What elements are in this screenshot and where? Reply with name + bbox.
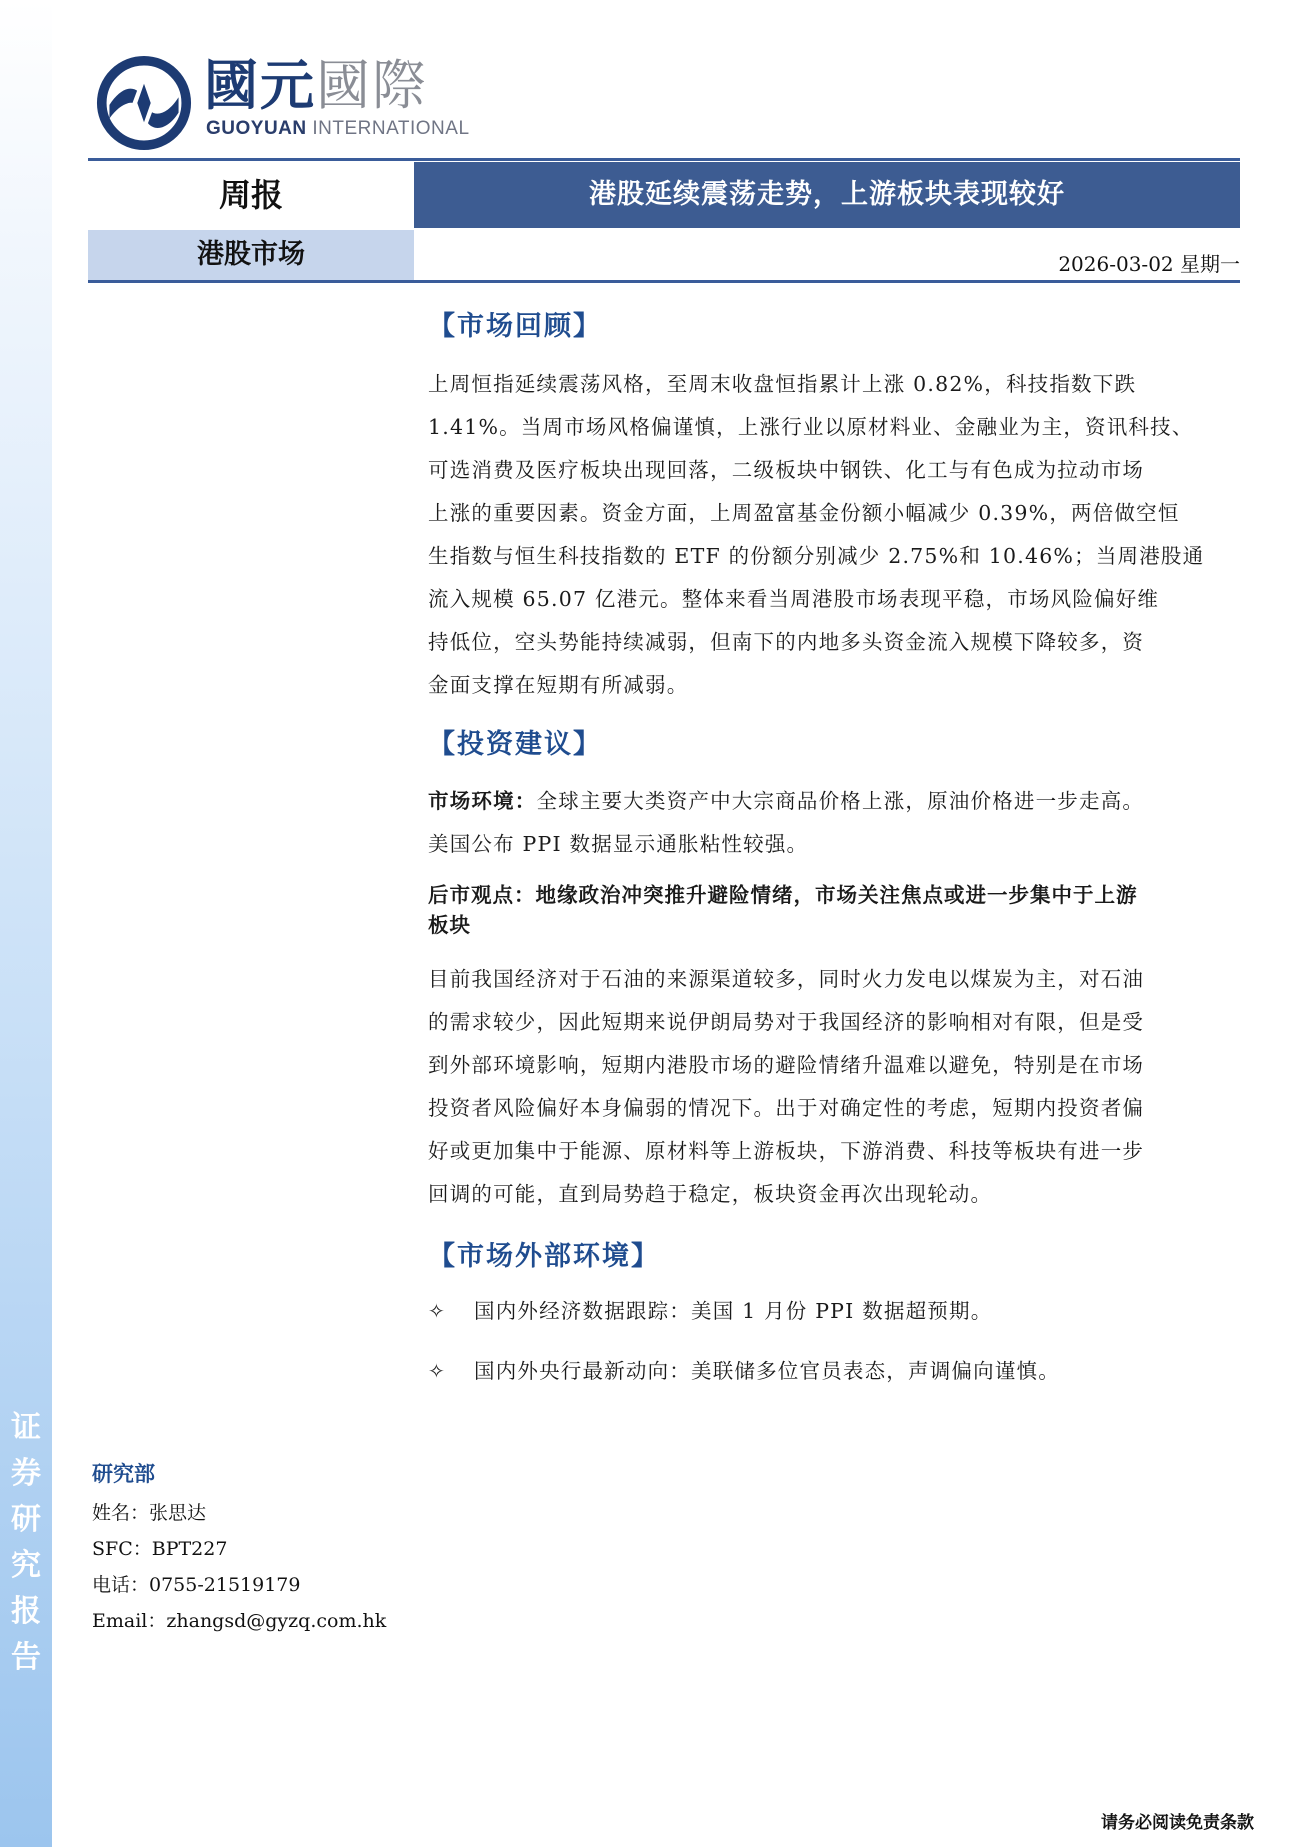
section-title: 【投资建议】 xyxy=(428,729,602,760)
brand-name-cn xyxy=(204,55,428,117)
paragraph-line: 目前我国经济对于石油的来源渠道较多，同时火力发电以煤炭为主，对石油 xyxy=(428,967,1145,991)
env-line xyxy=(428,780,1228,823)
paragraph-line: 可选消费及医疗板块出现回落，二级板块中钢铁、化工与有色成为拉动市场 xyxy=(428,458,1145,482)
disclaimer-link[interactable]: 请务必阅读免责条款 xyxy=(1101,1813,1254,1833)
paragraph-line: 的需求较少，因此短期来说伊朗局势对于我国经济的影响相对有限，但是受 xyxy=(428,1010,1145,1034)
paragraph-line: 投资者风险偏好本身偏弱的情况下。出于对确定性的考虑，短期内投资者偏 xyxy=(428,1096,1145,1120)
report-type: 周报 xyxy=(88,162,414,228)
side-label-char: 报 xyxy=(11,1594,41,1629)
paragraph-line: 持低位，空头势能持续减弱，但南下的内地多头资金流入规模下降较多，资 xyxy=(428,630,1145,654)
brand-name-cn-bold: 國元 xyxy=(204,54,316,117)
section-external-environment xyxy=(428,1234,1228,1273)
section-investment-advice xyxy=(428,722,1228,761)
env-line: 美国公布 PPI 数据显示通胀粘性较强。 xyxy=(428,832,809,856)
bullet-text: 国内外经济数据跟踪：美国 1 月份 PPI 数据超预期。 xyxy=(474,1299,993,1323)
brand-name-en-light: INTERNATIONAL xyxy=(306,118,470,139)
analyst-sfc: SFC：BPT227 xyxy=(92,1538,228,1560)
brand-name-en xyxy=(206,118,470,140)
section-market-review xyxy=(428,304,1228,343)
analyst-phone: 电话：0755-21519179 xyxy=(92,1574,301,1596)
market-review-body xyxy=(428,363,1228,707)
paragraph-line: 流入规模 65.07 亿港元。整体来看当周港股市场表现平稳，市场风险偏好维 xyxy=(428,587,1160,611)
bullet-item xyxy=(428,1356,1228,1386)
analyst-name: 姓名：张思达 xyxy=(92,1502,207,1524)
brand-logo-icon xyxy=(96,55,192,151)
header-rule xyxy=(88,280,1240,283)
side-label-char: 究 xyxy=(11,1548,41,1583)
paragraph-line: 上涨的重要因素。资金方面，上周盈富基金份额小幅减少 0.39%，两倍做空恒 xyxy=(428,501,1180,525)
market-outlook xyxy=(428,880,1228,940)
market-label: 港股市场 xyxy=(88,230,414,280)
external-bullet-list xyxy=(428,1356,1228,1386)
analyst-email: Email：zhangsd@gyzq.com.hk xyxy=(92,1610,387,1632)
side-label-char: 证 xyxy=(11,1410,41,1445)
bullet-text: 国内外央行最新动向：美联储多位官员表态，声调偏向谨慎。 xyxy=(474,1359,1060,1383)
env-text: 全球主要大类资产中大宗商品价格上涨，原油价格进一步走高。 xyxy=(536,789,1145,813)
top-rule xyxy=(88,158,1240,161)
side-label-char: 券 xyxy=(11,1456,41,1491)
report-date: 2026-03-02 星期一 xyxy=(1058,252,1240,276)
report-headline: 港股延续震荡走势，上游板块表现较好 xyxy=(414,162,1240,228)
outlook-heading: 板块 xyxy=(428,913,471,937)
bullet-item xyxy=(428,1296,1228,1326)
external-bullet-list xyxy=(428,1296,1228,1326)
brand-name-cn-light: 國際 xyxy=(316,54,428,117)
brand-name-en-bold: GUOYUAN xyxy=(206,118,307,139)
side-label xyxy=(6,1405,46,1681)
outlook-heading: 后市观点：地缘政治冲突推升避险情绪，市场关注焦点或进一步集中于上游 xyxy=(428,883,1138,907)
paragraph-line: 到外部环境影响，短期内港股市场的避险情绪升温难以避免，特别是在市场 xyxy=(428,1053,1145,1077)
section-title: 【市场回顾】 xyxy=(428,311,602,342)
paragraph-line: 上周恒指延续震荡风格，至周末收盘恒指累计上涨 0.82%，科技指数下跌 xyxy=(428,372,1137,396)
section-title: 【市场外部环境】 xyxy=(428,1241,660,1272)
side-label-char: 研 xyxy=(11,1502,41,1537)
side-label-char: 告 xyxy=(11,1640,41,1675)
paragraph-line: 好或更加集中于能源、原材料等上游板块，下游消费、科技等板块有进一步 xyxy=(428,1139,1145,1163)
paragraph-line: 金面支撑在短期有所减弱。 xyxy=(428,673,689,697)
paragraph-line: 回调的可能，直到局势趋于稳定，板块资金再次出现轮动。 xyxy=(428,1182,993,1206)
env-label: 市场环境： xyxy=(428,789,537,813)
outlook-body xyxy=(428,958,1228,1216)
diamond-bullet-icon: ✧ xyxy=(428,1359,446,1383)
paragraph-line: 生指数与恒生科技指数的 ETF 的份额分别减少 2.75%和 10.46%；当周港股通 xyxy=(428,544,1205,568)
research-dept: 研究部 xyxy=(92,1461,155,1486)
diamond-bullet-icon: ✧ xyxy=(428,1299,446,1323)
paragraph-line: 1.41%。当周市场风格偏谨慎，上涨行业以原材料业、金融业为主，资讯科技、 xyxy=(428,415,1194,439)
market-environment xyxy=(428,780,1228,866)
